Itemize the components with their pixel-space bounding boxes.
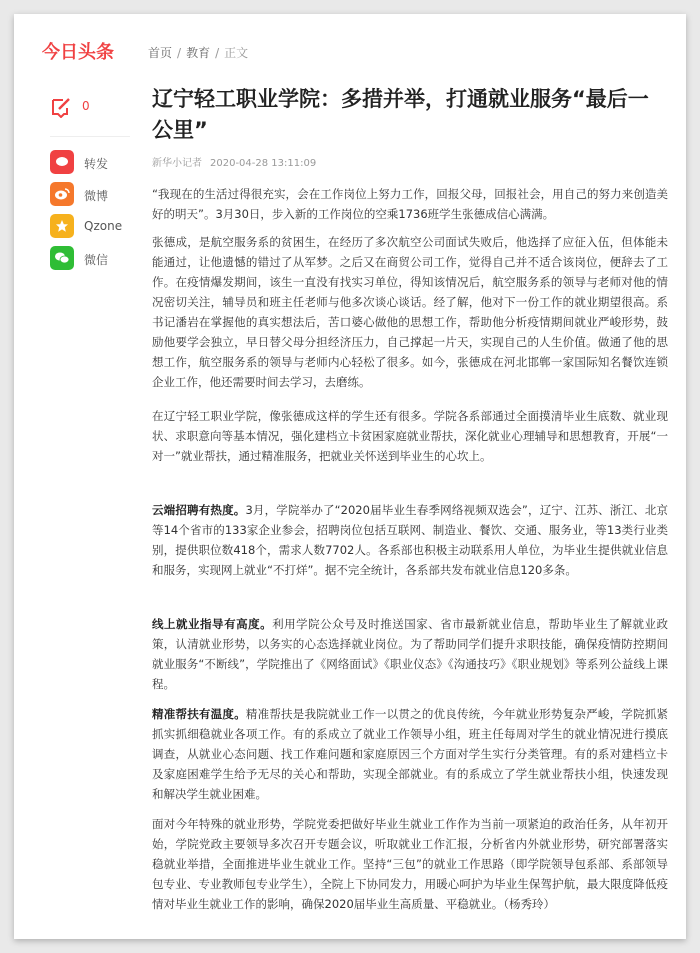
paragraph-2: 张德成，是航空服务系的贫困生，在经历了多次航空公司面试失败后，他选择了应征入伍，但体能未能通过，让他遗憾的错过了从军梦。之后又在商贸公司工作，觉得自己并不适合该岗位，便辞去了工作。在疫情爆发期间，该生一直没有找实习单位，得知该情况后，航空服务系的领导与老师对他的情况密切关注，辅导员和班主任老师与他多次谈心谈话。经了解，他对下一份工作的就业期望很高。系书记潘岩在掌握他的真实想法后，苦口婆心做他的思想工作，帮助他分析疫情期间就业严峻形势，鼓励他要学会独立，早日替父母分担经济压力，自己撑起一片天，实现自己的人生价值。做通了他的思想工作，航空服务系的领导与老师内心轻松了很多。如今，张德成在河北邯郸一家国际知名餐饮连锁企业工作，他还需要时间去学习，去磨练。 — [152, 235, 668, 389]
share-label: 微博 — [84, 189, 109, 203]
top-bar — [14, 14, 686, 74]
share-label: Qzone — [84, 219, 123, 233]
paragraph-text: 精准帮扶是我院就业工作一以贯之的优良传统，今年就业形势复杂严峻，学院抓紧抓实抓细稳就业各项工作。有的系成立了就业工作领导小组，班主任每周对学生的就业情况进行摸底调查，从就业心态问题、找工作难问题和家庭原因三个方面对学生实行分类管理。有的系对建档立卡及家庭困难学生给予无尽的关心和帮助，实现全部就业。有的系成立了学生就业帮扶小组，快速发现和解决学生就业困难。 — [152, 707, 668, 801]
article-meta — [152, 154, 324, 169]
weibo-icon — [50, 182, 74, 206]
breadcrumb — [148, 44, 248, 61]
paragraph-1: “我现在的生活过得很充实，会在工作岗位上努力工作，回报父母，回报社会，用自己的努力来创造美好的明天”。3月30日，步入新的工作岗位的空乘1736班学生张德成信心满满。 — [152, 187, 668, 221]
paragraph-6 — [152, 704, 668, 804]
article-author[interactable]: 新华小记者 — [152, 158, 202, 169]
share-label: 转发 — [84, 157, 109, 171]
article-page — [14, 14, 686, 939]
paragraph-7: 面对今年特殊的就业形势，学院党委把做好毕业生就业工作作为当前一项紧迫的政治任务，从年初开始，学院党政主要领导多次召开专题会议，听取就业工作汇报，分析省内外就业形势，研究部署落实稳就业举措，全面推进毕业生就业工作。坚持“三包”的就业工作思路（即学院领导包系部、系部领导包专业、专业教师包专业学生），全院上下协同发力，用暖心呵护为毕业生保驾护航，最大限度降低疫情对毕业生就业工作的影响，确保2020届毕业生高质量、平稳就业。（杨秀玲） — [152, 817, 668, 911]
comment-edit-icon — [50, 96, 72, 118]
paragraph-3: 在辽宁轻工职业学院，像张德成这样的学生还有很多。学院各系部通过全面摸清毕业生底数、就业现状、求职意向等基本情况，强化建档立卡贫困家庭就业帮扶，深化就业心理辅导和思想教育，开展“一对一”就业帮扶，通过精准服务，把就业关怀送到毕业生的心坎上。 — [152, 409, 668, 463]
breadcrumb-education[interactable]: 教育 — [186, 46, 211, 60]
share-sidebar — [50, 96, 130, 267]
share-label: 微信 — [84, 253, 109, 267]
paragraph-text: 利用学院公众号及时推送国家、省市最新就业信息，帮助毕业生了解就业政策，认清就业形势，以务实的心态选择就业岗位。为了帮助同学们提升求职技能，确保疫情防控期间就业服务“不断线”，学院推出了《网络面试》《职业仪态》《沟通技巧》《职业规划》等系列公益线上课程。 — [152, 617, 669, 691]
share-weibo[interactable] — [50, 182, 140, 210]
paragraph-4 — [152, 500, 668, 580]
article-title: 辽宁轻工职业学院：多措并举，打通就业服务“最后一公里” — [152, 87, 649, 142]
breadcrumb-home[interactable]: 首页 — [148, 46, 173, 60]
comment-count: 0 — [82, 99, 90, 113]
paragraph-heading: 精准帮扶有温度。 — [152, 707, 246, 721]
paragraph-text: 3月，学院举办了“2020届毕业生春季网络视频双选会”，辽宁、江苏、浙江、北京等14个省市的133家企业参会，招聘岗位包括互联网、制造业、餐饮、交通、服务业，等13类行业类别，提供职位数418个，需求人数7702人。各系部也积极主动联系用人单位，为毕业生提供就业信息和服务，实现网上就业“不打烊”。据不完全统计，各系部共发布就业信息120多条。 — [152, 503, 669, 577]
breadcrumb-separator: / — [215, 46, 220, 60]
wechat-icon — [50, 246, 74, 270]
paragraph-5 — [152, 614, 668, 694]
share-repost[interactable] — [50, 150, 140, 178]
qzone-icon — [50, 214, 74, 238]
paragraph-heading: 云端招聘有热度。 — [152, 503, 246, 517]
breadcrumb-current: 正文 — [224, 46, 249, 60]
share-wechat[interactable] — [50, 246, 140, 274]
share-qzone[interactable] — [50, 214, 140, 242]
paragraph-heading: 线上就业指导有高度。 — [152, 617, 273, 631]
article-time: 2020-04-28 13:11:09 — [210, 158, 317, 169]
sidebar-divider — [50, 136, 130, 137]
site-logo[interactable]: 今日头条 — [42, 42, 114, 63]
comment-button[interactable] — [50, 96, 130, 120]
repost-icon — [50, 150, 74, 174]
breadcrumb-separator: / — [177, 46, 182, 60]
